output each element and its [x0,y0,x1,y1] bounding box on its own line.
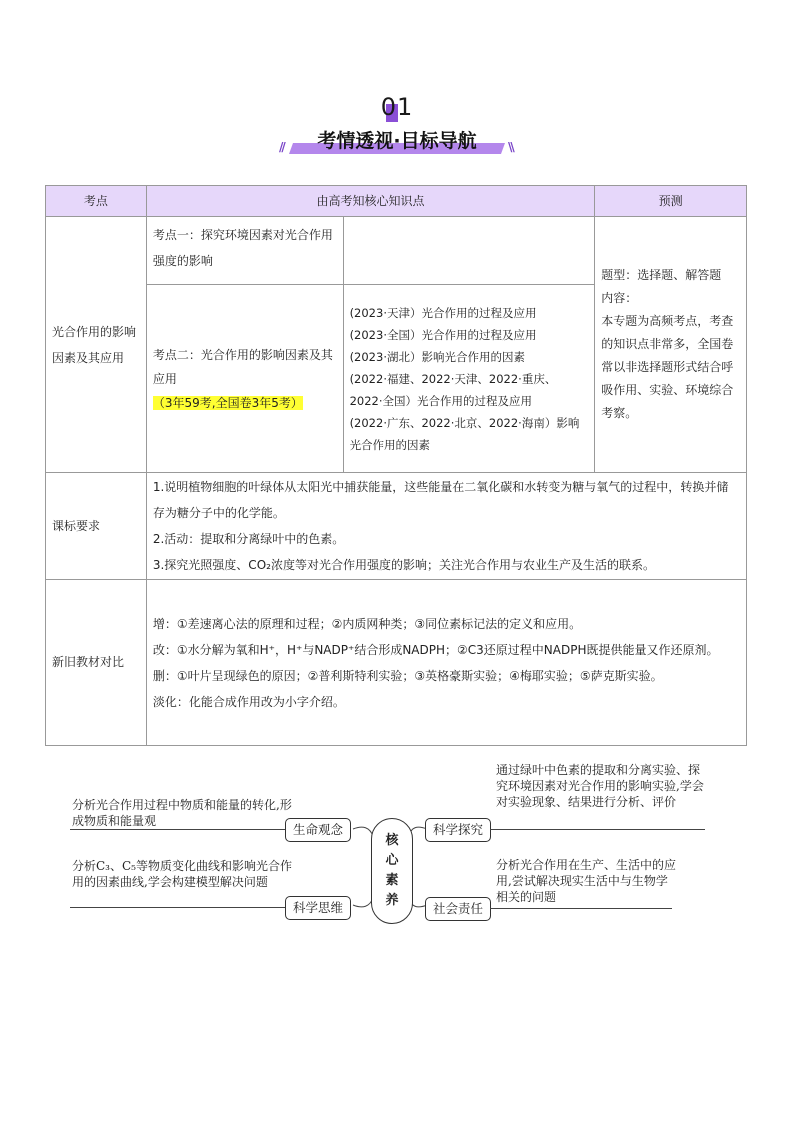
social-text: 分析光合作用在生产、生活中的应用,尝试解决现实生活中与生物学相关的问题 [496,858,677,904]
exam-item: (2023·天津）光合作用的过程及应用 [349,305,537,320]
title-slash-left: // [279,140,284,154]
curriculum-item: 2.活动：提取和分离绿叶中的色素。 [152,532,345,546]
header-topic: 考点 [46,186,147,217]
core-char: 素 [385,873,399,888]
curriculum-item: 1.说明植物细胞的叶绿体从太阳光中捕获能量，这些能量在二氧化碳和水转变为糖与氧气的过程中，转换并储存为糖分子中的化学能。 [152,480,729,520]
curriculum-label: 课标要求 [46,473,147,580]
title-slash-right: \\ [508,140,513,154]
page-title: 考情透视·目标导航 [317,130,477,152]
textbook-label: 新旧教材对比 [46,580,147,746]
textbook-item: 改：①水分解为氧和H⁺，H⁺与NADP⁺结合形成NADPH；②C3还原过程中NADPH既提供能量又作还原剂。 [152,642,719,657]
life-box: 生命观念 [285,818,351,842]
section-number: 01 [380,93,414,121]
social-box: 社会责任 [425,897,491,921]
inquiry-line [490,829,705,830]
exam-item: (2023·全国）光合作用的过程及应用 [349,327,537,342]
point2-text: 考点二：光合作用的影响因素及其应用 [152,347,333,386]
prediction-type: 题型：选择题、解答题 [601,268,722,282]
header-knowledge: 由高考知核心知识点 [146,186,594,217]
thinking-box: 科学思维 [285,896,351,920]
life-text: 分析光合作用过程中物质和能量的转化,形成物质和能量观 [72,798,292,828]
exam-item: (2022·广东、2022·北京、2022·海南）影响光合作用的因素 [349,415,580,452]
inquiry-box: 科学探究 [425,818,491,842]
life-line [70,829,288,830]
core-char: 养 [385,893,399,908]
point1-text: 考点一：探究环境因素对光合作用强度的影响 [152,228,333,268]
thinking-line [70,907,285,908]
core-char: 核 [385,833,399,848]
topic-text: 光合作用的影响因素及其应用 [52,324,137,365]
point2-highlight: （3年59考,全国卷3年5考） [152,395,303,410]
core-literacy-node [371,818,413,924]
prediction-content: 本专题为高频考点，考查的知识点非常多，全国卷常以非选择题形式结合呼吸作用、实验、环境综合考察。 [601,314,734,420]
exam-item: (2023·湖北）影响光合作用的因素 [349,349,525,364]
core-char: 心 [385,853,399,868]
prediction-content-label: 内容： [601,291,638,305]
textbook-item: 删：①叶片呈现绿色的原因；②普利斯特利实验；③英格豪斯实验；④梅耶实验；⑤萨克斯实验。 [152,668,663,683]
inquiry-text: 通过绿叶中色素的提取和分离实验、探究环境因素对光合作用的影响实验,学会对实验现象、结果进行分析、评价 [496,763,704,809]
textbook-item: 淡化：化能合成作用改为小字介绍。 [152,694,345,709]
social-line [490,908,672,909]
thinking-text: 分析C₃、C₅等物质变化曲线和影响光合作用的因素曲线,学会构建模型解决问题 [72,859,292,889]
header-prediction: 预测 [595,186,747,217]
exam-item: (2022·福建、2022·天津、2022·重庆、2022·全国）光合作用的过程及应用 [349,371,557,408]
textbook-item: 增：①差速离心法的原理和过程；②内质网种类；③同位素标记法的定义和应用。 [152,616,582,631]
curriculum-item: 3.探究光照强度、CO₂浓度等对光合作用强度的影响；关注光合作用与农业生产及生活的联系。 [152,558,655,572]
